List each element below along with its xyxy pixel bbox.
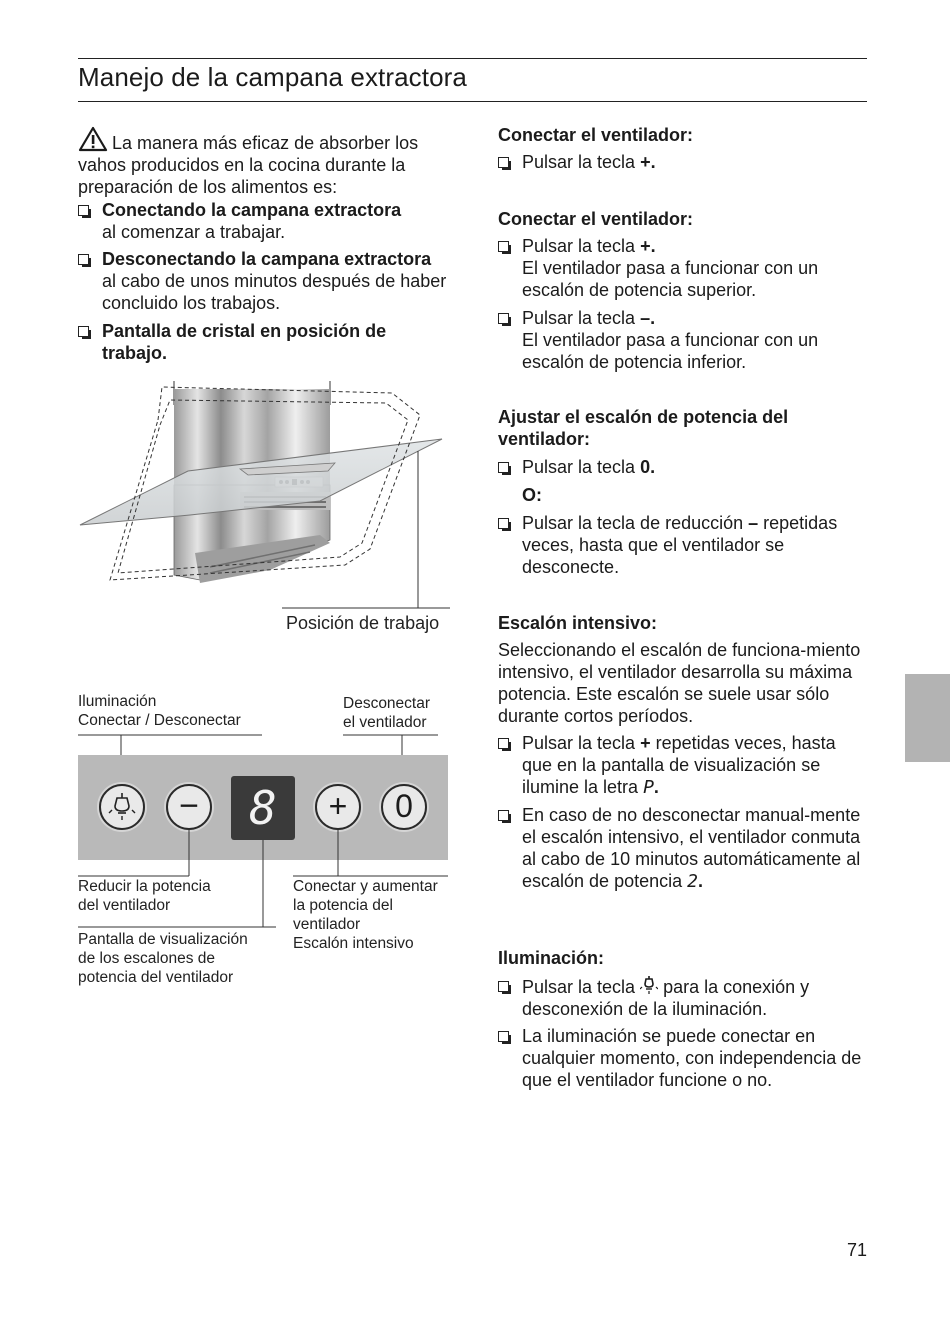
checkbox-bullet-icon [498,462,509,473]
left-bullet-3 [78,320,438,364]
checkbox-bullet-icon [498,738,509,749]
intro-paragraph [78,126,458,198]
item-text: Pulsar la tecla [522,236,641,256]
segment-glyph-2: 2 [687,871,698,892]
item-text: Pulsar la tecla [522,977,641,997]
lamp-icon [640,975,658,995]
s3-heading: Ajustar el escalón de potencia del ventilador: [498,407,789,449]
key-label: 0. [640,457,656,477]
item-text: Pulsar la tecla de reducción [522,513,749,533]
key-label: +. [640,236,656,256]
warning-icon [78,126,108,152]
key-label: + [640,733,651,753]
label-increase: Conectar y aumentar la potencia del ventilador Escalón intensivo [293,878,438,952]
item-text: La iluminación se puede conectar en cualquier momento, con independencia de que el ventilador funcione o no. [522,1026,862,1090]
page-number: 71 [846,1240,867,1260]
label-display: Pantalla de visualización de los escalones de potencia del ventilador [78,931,248,986]
s2-heading: Conectar el ventilador: [498,209,694,229]
item-text: Pulsar la tecla [522,733,641,753]
s2-item-2 [498,307,868,373]
page-title: Manejo de la campana extractora [78,62,467,92]
bullet-text: al comenzar a trabajar. [102,222,286,242]
label-light: Iluminación Conectar / Desconectar [78,693,241,729]
bullet-bold: Pantalla de cristal en posición de trabajo. [102,321,387,363]
s5-heading: Iluminación: [498,948,605,968]
item-text: Pulsar la tecla [522,152,641,172]
bullet-text: al cabo de unos minutos después de haber concluido los trabajos. [102,271,447,313]
display-digit: 8 [249,781,277,835]
item-text: Pulsar la tecla [522,457,641,477]
checkbox-bullet-icon [498,981,509,992]
key-label: – [748,513,759,533]
checkbox-bullet-icon [78,254,89,265]
left-bullet-1 [78,199,458,243]
checkbox-bullet-icon [498,241,509,252]
zero-label: 0 [395,788,413,824]
bullet-bold: Conectando la campana extractora [102,200,402,220]
s4-item-1: Pulsar la tecla + repetidas veces, hasta que en la pantalla de visualización se ilumine la letra P. [498,732,868,799]
item-detail: El ventilador pasa a funcionar con un escalón de potencia superior. [522,258,819,300]
plus-label: + [328,788,348,824]
s3-or: O: [522,485,542,505]
label-reduce: Reducir la potencia del ventilador [78,878,211,914]
label-fan-off: Desconectar el ventilador [343,695,431,731]
checkbox-bullet-icon [78,205,89,216]
key-label: –. [640,308,656,328]
top-rule [78,58,867,59]
s4-item-2: En caso de no desconectar manual-mente el escalón intensivo, el ventilador conmuta al cabo de 10 minutos automáticamente al escalón de potencia 2. [498,804,868,893]
s3-item-2 [498,512,868,578]
minus-label: − [179,787,199,825]
checkbox-bullet-icon [498,313,509,324]
zero-button[interactable] [381,784,427,830]
left-bullet-2 [78,248,458,314]
item-text: Pulsar la tecla [522,308,641,328]
figure-caption: Posición de trabajo [286,613,440,633]
bullet-bold: Desconectando la campana extractora [102,249,432,269]
checkbox-bullet-icon [498,810,509,821]
item-detail: para la conexión y desconexión de la iluminación. [522,977,810,1019]
intro-text: La manera más eficaz de absorber los vahos producidos en la cocina durante la preparación de los alimentos es: [78,133,419,197]
light-button[interactable] [99,784,145,830]
plus-button[interactable] [315,784,361,830]
item-detail: El ventilador pasa a funcionar con un escalón de potencia inferior. [522,330,819,372]
key-label: +. [640,152,656,172]
item-text: En caso de no desconectar manual-mente el escalón intensivo, el ventilador conmuta al cabo de 10 minutos automáticamente al escalón de potencia [522,805,861,891]
checkbox-bullet-icon [498,518,509,529]
item-detail: repetidas veces, hasta que en la pantalla de visualización se ilumine la letra [522,733,836,797]
s1-item [498,151,868,173]
s4-paragraph: Seleccionando el escalón de funciona-miento intensivo, el ventilador desarrolla su máxima potencia. Este escalón se suele usar sólo durante cortos períodos. [498,640,861,726]
s1-heading: Conectar el ventilador: [498,125,694,145]
checkbox-bullet-icon [498,157,509,168]
segment-glyph-p: P [643,777,654,798]
title-rule [78,101,867,102]
checkbox-bullet-icon [78,326,89,337]
s2-item-1 [498,235,868,301]
hood-illustration [70,375,460,615]
s5-item-2 [498,1025,868,1091]
section-side-tab [905,674,950,762]
checkbox-bullet-icon [498,1031,509,1042]
s3-item-1 [498,456,868,478]
s4-heading: Escalón intensivo: [498,613,658,633]
s5-item-1 [498,975,868,1020]
minus-button[interactable] [166,784,212,830]
item-detail: repetidas veces, hasta que el ventilador se desconecte. [522,513,838,577]
lamp-icon [101,786,143,828]
